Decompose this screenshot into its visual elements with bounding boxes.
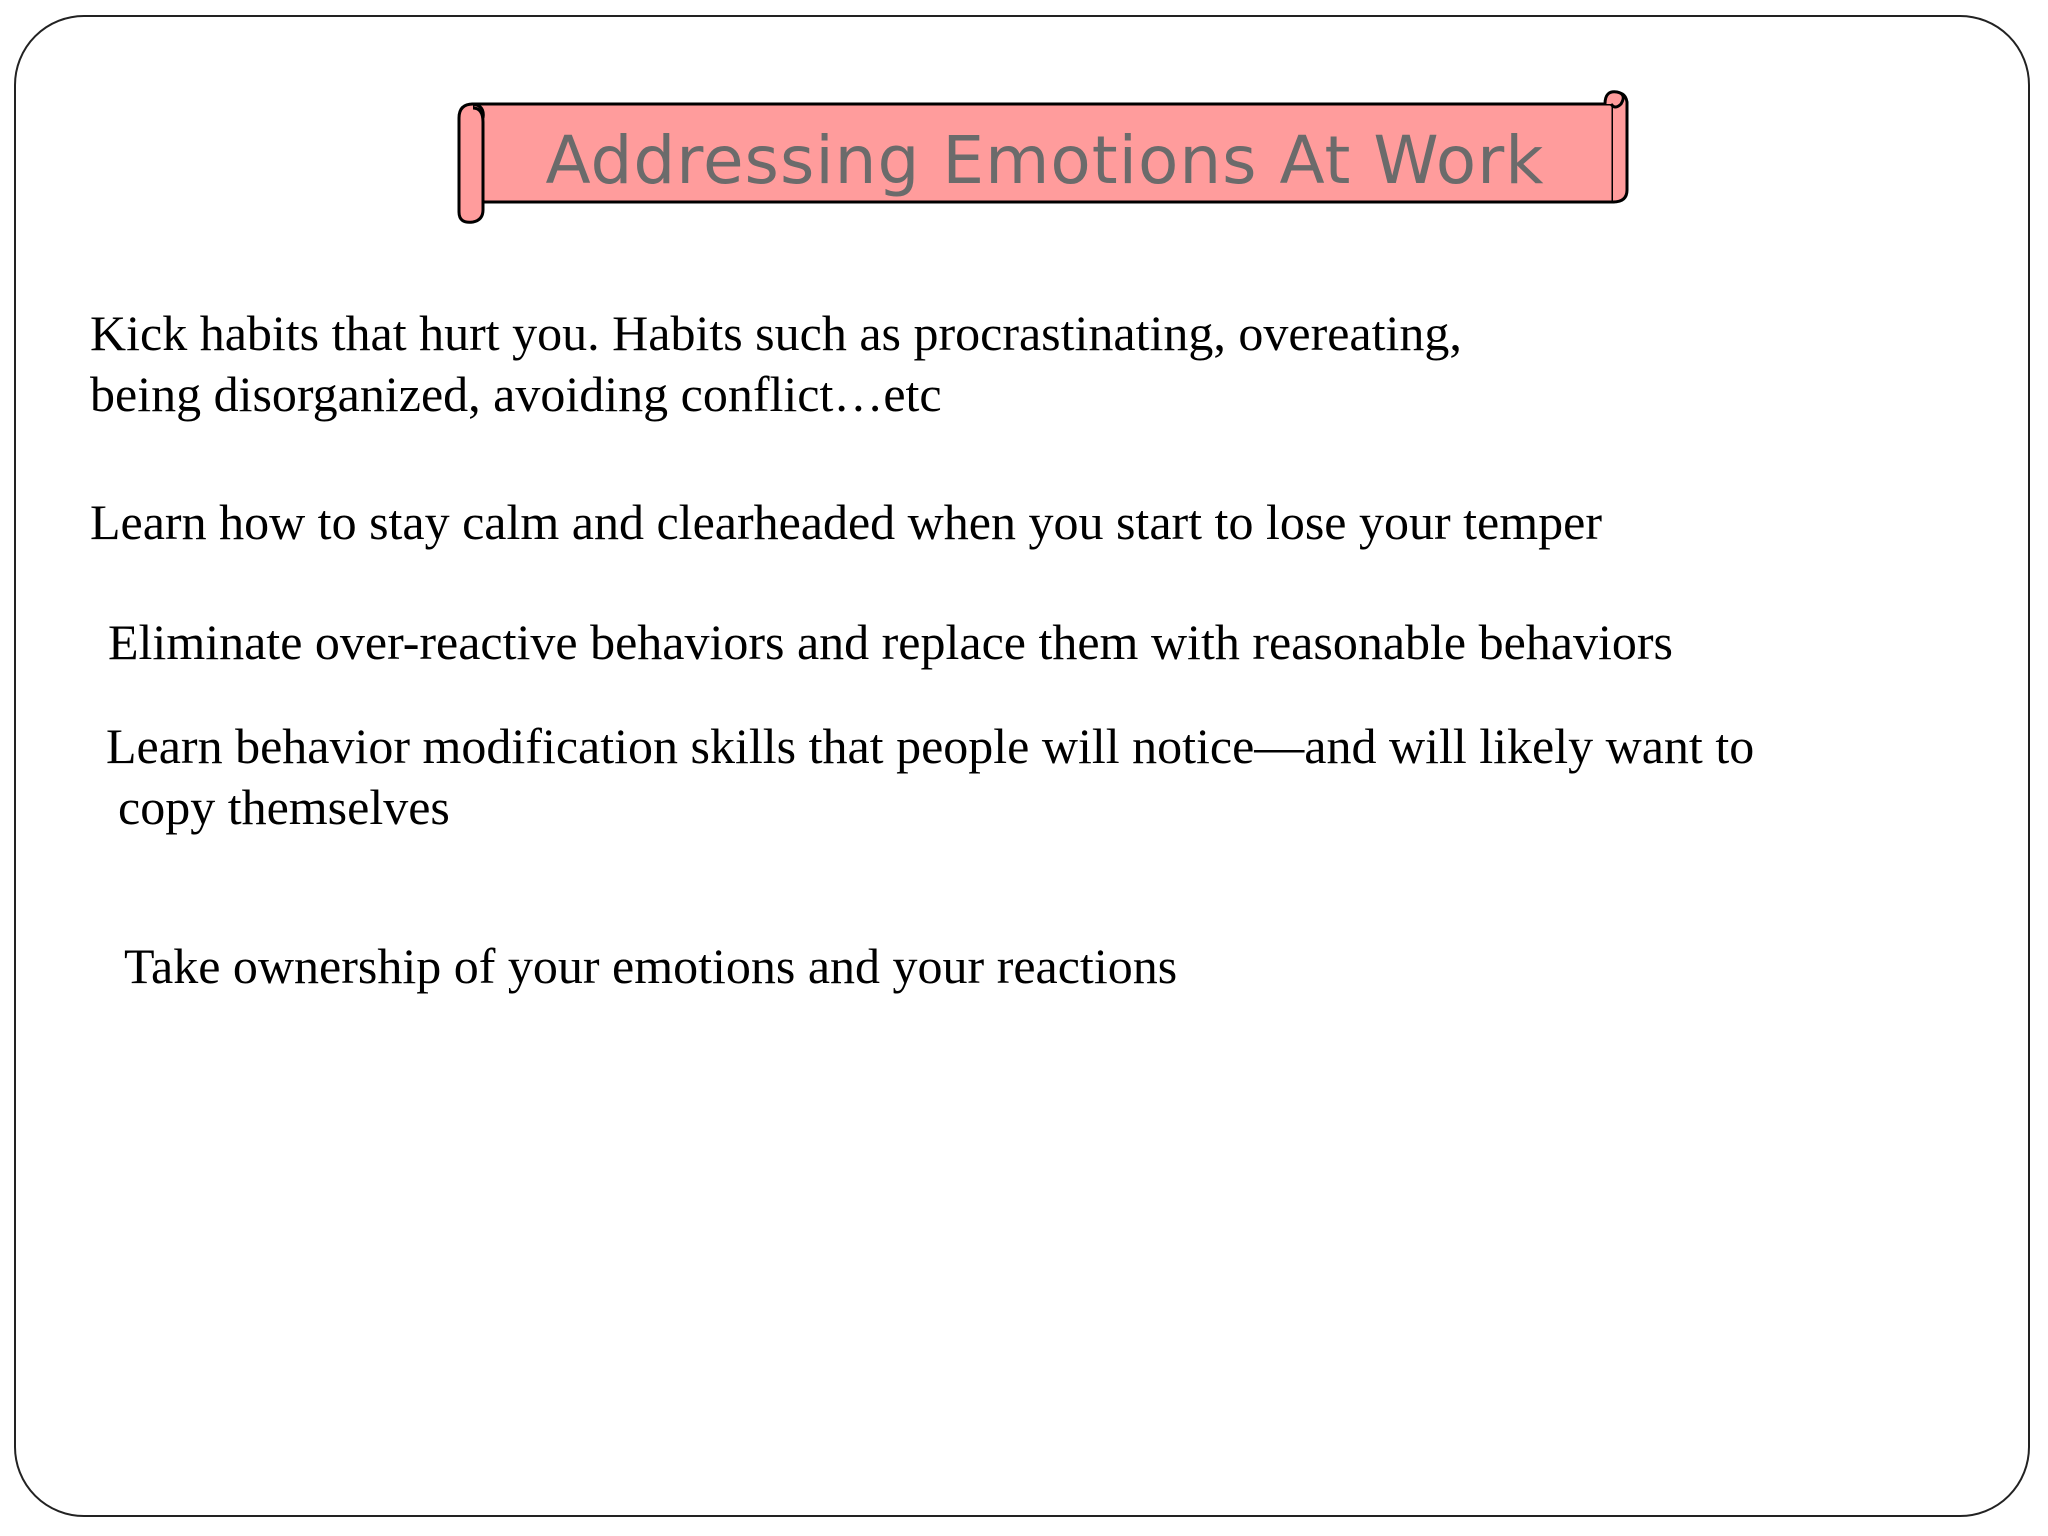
bullet-line: Learn how to stay calm and clearheaded when you start to lose your temper [90, 494, 1602, 550]
slide-title: Addressing Emotions At Work [545, 122, 1545, 199]
bullet-line: Eliminate over-reactive behaviors and replace them with reasonable behaviors [108, 614, 1673, 670]
title-banner [455, 82, 1635, 232]
bullet-behavior-modification [106, 716, 1754, 838]
bullet-line: copy themselves [118, 779, 450, 835]
bullet-eliminate-behaviors [108, 612, 1673, 673]
bullet-line: Learn behavior modification skills that people will notice—and will likely want to [106, 718, 1755, 774]
bullet-line: being disorganized, avoiding conflict…etc [90, 366, 942, 422]
bullet-kick-habits [90, 303, 1462, 425]
bullet-line: Take ownership of your emotions and your reactions [124, 938, 1178, 994]
bullet-stay-calm [90, 492, 1602, 553]
bullet-take-ownership [124, 936, 1177, 997]
bullet-line: Kick habits that hurt you. Habits such as procrastinating, overeating, [90, 305, 1462, 361]
